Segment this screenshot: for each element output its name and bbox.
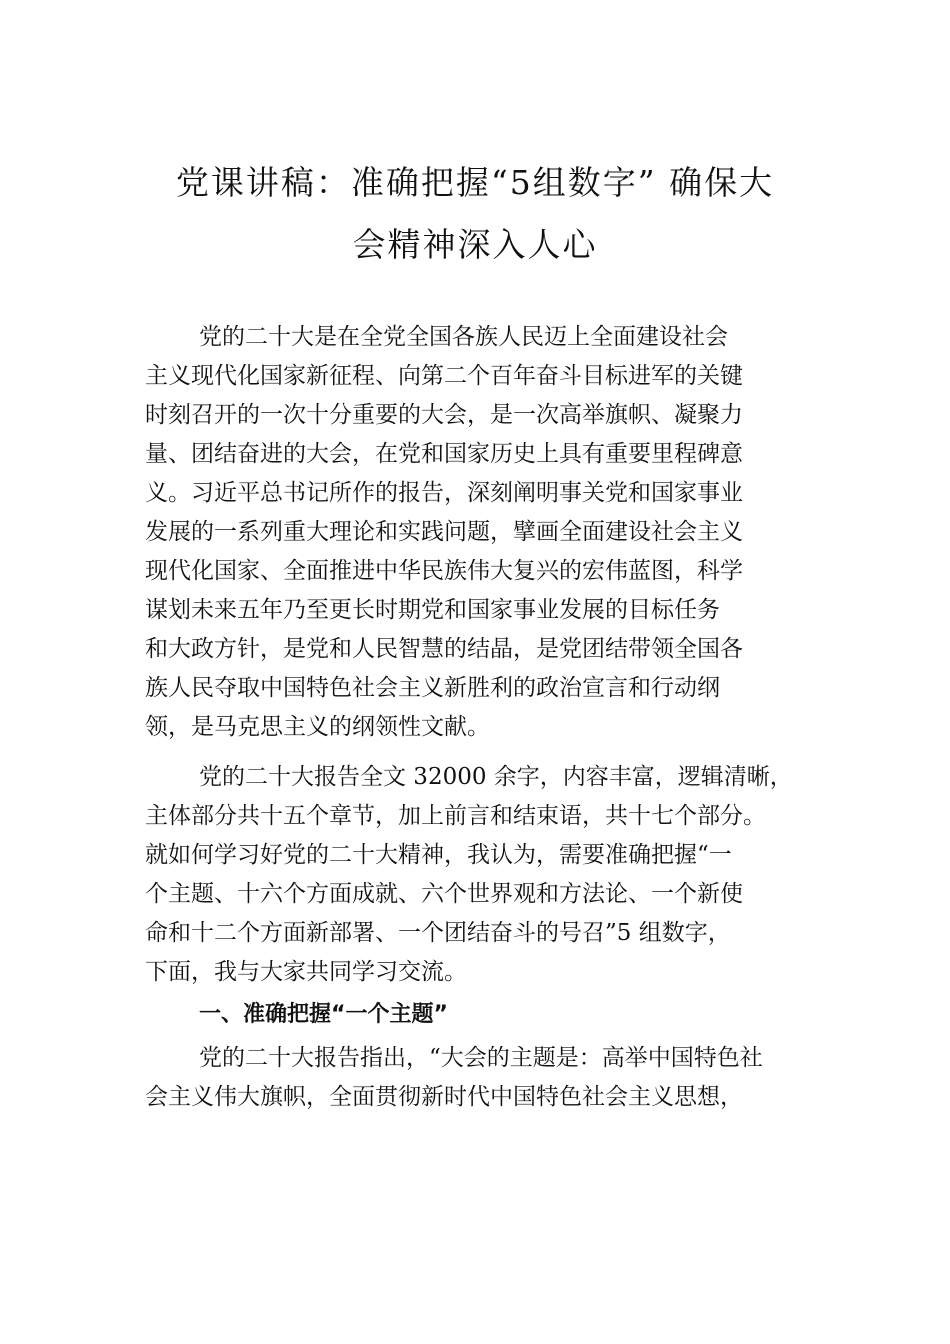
paragraph-2-line: 就如何学习好党的二十大精神，我认为，需要准确把握“一 xyxy=(145,842,732,868)
paragraph-1-line: 时刻召开的一次十分重要的大会，是一次高举旗帜、凝聚力 xyxy=(145,402,743,428)
paragraph-1-line: 现代化国家、全面推进中华民族伟大复兴的宏伟蓝图，科学 xyxy=(145,558,743,584)
paragraph-1-line: 主义现代化国家新征程、向第二个百年奋斗目标进军的关键 xyxy=(145,363,743,389)
paragraph-2-line: 党的二十大报告全文 32000 余字，内容丰富，逻辑清晰， xyxy=(199,764,793,790)
paragraph-1-line: 党的二十大是在全党全国各族人民迈上全面建设社会 xyxy=(199,324,728,350)
paragraph-1-line: 谋划未来五年乃至更长时期党和国家事业发展的目标任务 xyxy=(145,597,720,623)
paragraph-2-line: 命和十二个方面新部署、一个团结奋斗的号召”5 组数字， xyxy=(145,920,731,946)
paragraph-2-line: 个主题、十六个方面成就、六个世界观和方法论、一个新使 xyxy=(145,881,743,907)
title-line-2: 会精神深入人心 xyxy=(352,225,598,264)
paragraph-1-line: 发展的一系列重大理论和实践问题，擘画全面建设社会主义 xyxy=(145,519,743,545)
paragraph-1-line: 族人民夺取中国特色社会主义新胜利的政治宣言和行动纲 xyxy=(145,675,720,701)
paragraph-2-line: 下面，我与大家共同学习交流。 xyxy=(145,959,467,985)
paragraph-1-line: 和大政方针，是党和人民智慧的结晶，是党团结带领全国各 xyxy=(145,636,743,662)
paragraph-3-line: 会主义伟大旗帜，全面贯彻新时代中国特色社会主义思想， xyxy=(145,1084,743,1110)
paragraph-2-line: 主体部分共十五个章节，加上前言和结束语，共十七个部分。 xyxy=(145,803,766,829)
paragraph-1-line: 领，是马克思主义的纲领性文献。 xyxy=(145,714,490,740)
paragraph-1-line: 量、团结奋进的大会，在党和国家历史上具有重要里程碑意 xyxy=(145,441,743,467)
paragraph-1-line: 义。习近平总书记所作的报告，深刻阐明事关党和国家事业 xyxy=(145,480,743,506)
paragraph-3-line: 党的二十大报告指出，“大会的主题是：高举中国特色社 xyxy=(199,1045,763,1071)
title-line-1: 党课讲稿：准确把握“5组数字” 确保大 xyxy=(175,163,775,202)
section-heading: 一、准确把握“一个主题” xyxy=(199,1002,448,1027)
document-title xyxy=(145,152,805,276)
